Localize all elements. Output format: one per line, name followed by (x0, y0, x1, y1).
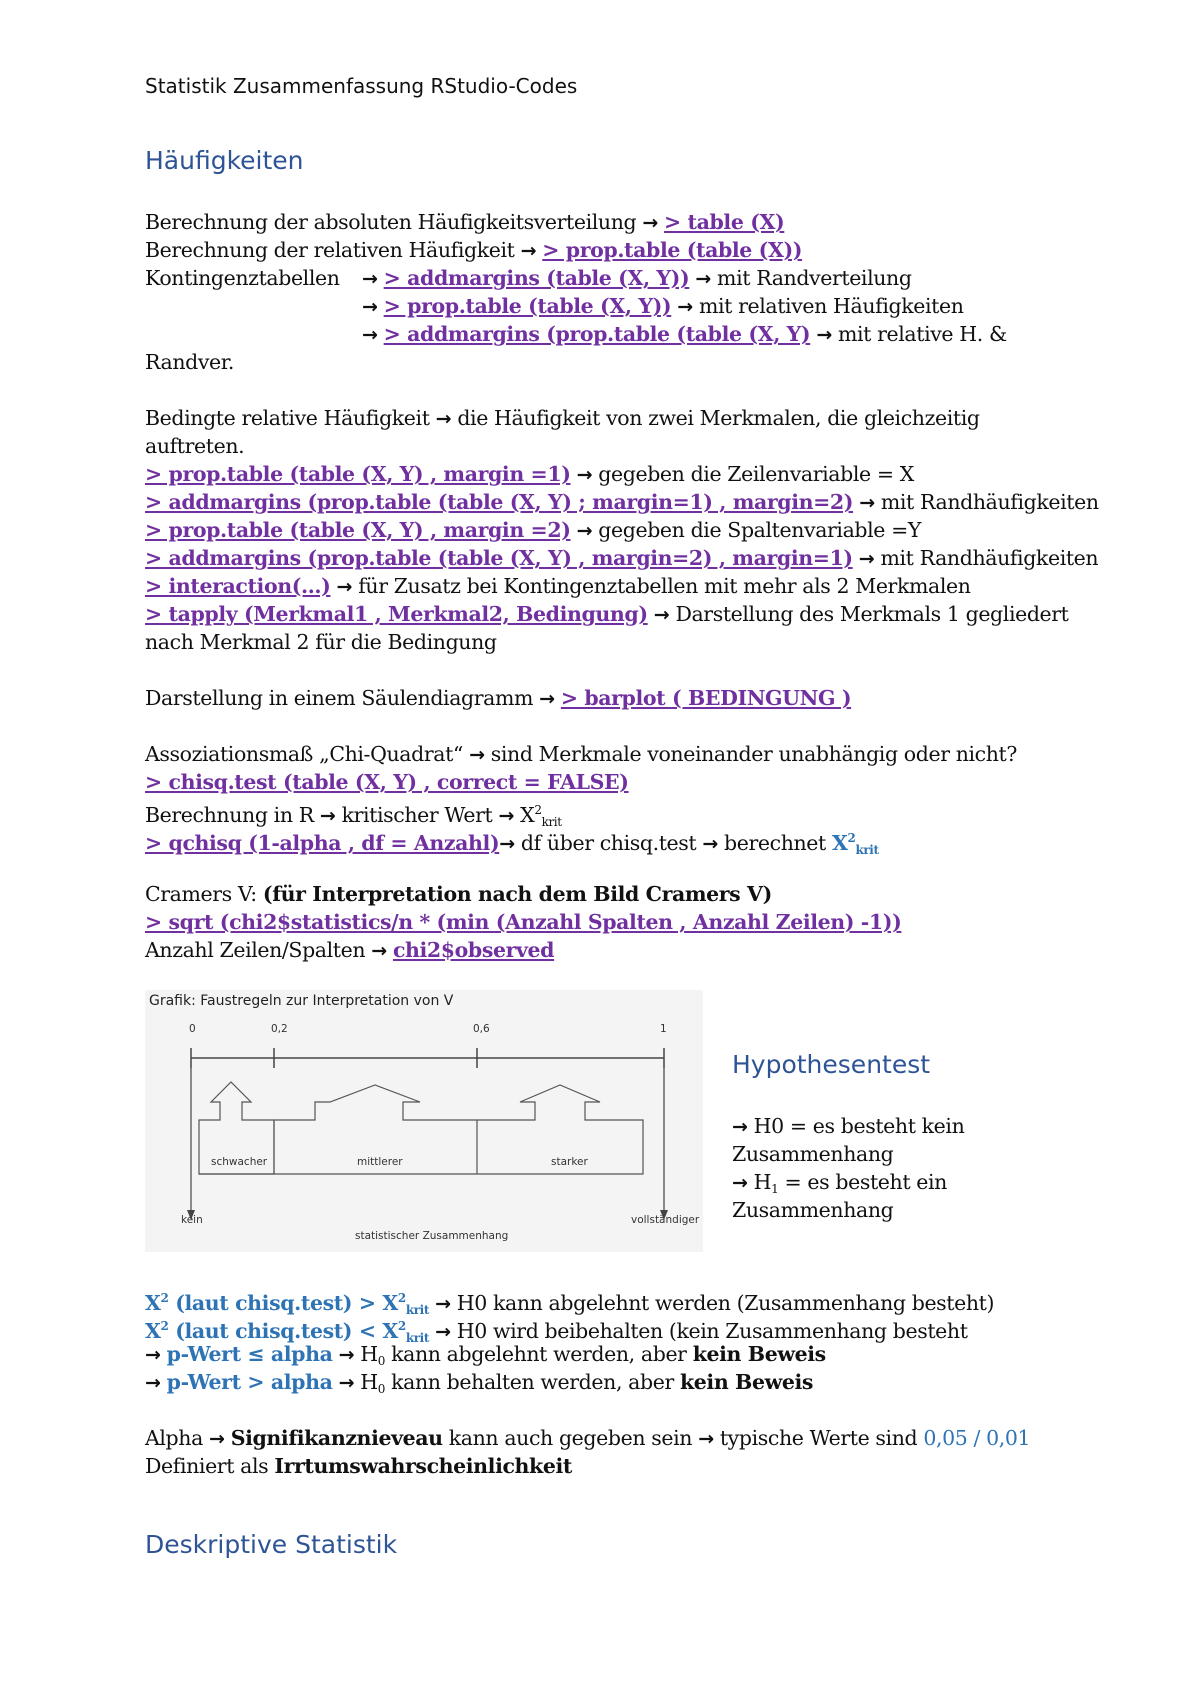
code-prop-table[interactable]: > prop.table (table (X)) (542, 238, 803, 262)
alpha-line-2: Definiert als Irrtumswahrscheinlichkeit (145, 1454, 572, 1478)
hypo-h0-line1: → H0 = es besteht kein (732, 1114, 965, 1138)
line-kontingenz-2: → > prop.table (table (X, Y)) → mit relativen Häufigkeiten (362, 294, 964, 318)
code-addmargins-table[interactable]: > addmargins (table (X, Y)) (383, 266, 690, 290)
line-cramer-3: Anzahl Zeilen/Spalten → chi2$observed (145, 938, 555, 962)
line-chi-3: Berechnung in R → kritischer Wert → $X^2_{krit}$ (145, 803, 562, 829)
label-vollstaendiger: vollständiger (631, 1214, 700, 1226)
code-tapply[interactable]: > tapply (Merkmal1 , Merkmal2, Bedingung) (145, 602, 648, 626)
rule-2: $X^2$ (laut chisq.test) < $X^2_{krit} \to H0$ wird beibehalten (kein Zusammenhang besteht (145, 1319, 968, 1345)
rule-3: → p-Wert ≤ alpha → $H_0$ kann abgelehnt werden, aber kein Beweis (145, 1342, 826, 1368)
line-rel-haeufigkeit: Berechnung der relativen Häufigkeit → > prop.table (table (X)) (145, 238, 803, 262)
line-cond-2: > addmargins (prop.table (table (X, Y) ; margin=1) , margin=2) → mit Randhäufigkeiten (145, 490, 1099, 514)
line-cond-1: > prop.table (table (X, Y) , margin =1) → gegeben die Zeilenvariable = X (145, 462, 914, 486)
line-cond-7: nach Merkmal 2 für die Bedingung (145, 630, 497, 654)
line-cramer-2 (145, 908, 901, 936)
line-abs-haeufigkeit: Berechnung der absoluten Häufigkeitsverteilung → > table (X) (145, 210, 785, 234)
cramers-v-figure (145, 990, 703, 1252)
code-sqrt[interactable]: > sqrt (chi2$statistics/n * (min (Anzahl Spalten , Anzahl Zeilen) -1)) (145, 910, 902, 934)
figure-title: Grafik: Faustregeln zur Interpretation von V (149, 993, 454, 1009)
tick-label-1: 1 (660, 1023, 667, 1035)
code-prop-margin1[interactable]: > prop.table (table (X, Y) , margin =1) (145, 462, 571, 486)
hypo-h0-line2: Zusammenhang (732, 1142, 894, 1166)
line-bedingte: Bedingte relative Häufigkeit → die Häufigkeit von zwei Merkmalen, die gleichzeitig (145, 406, 980, 430)
line-chi-2 (145, 768, 629, 796)
line-kontingenz-label: Kontingenztabellen (145, 266, 340, 290)
document-title: Statistik Zusammenfassung RStudio-Codes (145, 74, 578, 98)
box-mittlerer: mittlerer (357, 1156, 403, 1168)
figure-diagram (145, 990, 703, 1252)
code-qchisq[interactable]: > qchisq (1-alpha , df = Anzahl) (145, 831, 500, 855)
rule-4: → p-Wert > alpha → $H_0$ kann behalten werden, aber kein Beweis (145, 1370, 814, 1396)
line-auftreten: auftreten. (145, 434, 245, 458)
line-chi-1: Assoziationsmaß „Chi-Quadrat“ → sind Merkmale voneinander unabhängig oder nicht? (145, 742, 1017, 766)
line-kontingenz-1: → > addmargins (table (X, Y)) → mit Randverteilung (362, 266, 912, 290)
code-prop-table-xy[interactable]: > prop.table (table (X, Y)) (383, 294, 672, 318)
code-barplot[interactable]: > barplot ( BEDINGUNG ) (560, 686, 852, 710)
line-kontingenz-3: → > addmargins (prop.table (table (X, Y) → mit relative H. & (362, 322, 1007, 346)
box-starker: starker (551, 1156, 588, 1168)
box-schwacher: schwacher (211, 1156, 268, 1168)
line-cond-5: > interaction(…) → für Zusatz bei Kontingenztabellen mit mehr als 2 Merkmalen (145, 574, 971, 598)
hypo-h1-line2: Zusammenhang (732, 1198, 894, 1222)
line-randver: Randver. (145, 350, 235, 374)
code-addmargins-margin1[interactable]: > addmargins (prop.table (table (X, Y) ; margin=1) , margin=2) (145, 490, 854, 514)
heading-deskriptive-statistik: Deskriptive Statistik (145, 1530, 398, 1559)
line-chi-4: > qchisq (1-alpha , df = Anzahl)→ df über chisq.test → berechnet $X^2_{krit}$ (145, 831, 879, 857)
heading-hypothesentest: Hypothesentest (732, 1050, 931, 1079)
tick-label-0: 0 (189, 1023, 196, 1035)
line-cramer-1: Cramers V: (für Interpretation nach dem Bild Cramers V) (145, 882, 772, 906)
code-prop-margin2[interactable]: > prop.table (table (X, Y) , margin =2) (145, 518, 571, 542)
line-cond-6: > tapply (Merkmal1 , Merkmal2, Bedingung) → Darstellung des Merkmals 1 gegliedert (145, 602, 1069, 626)
tick-label-06: 0,6 (473, 1023, 490, 1035)
label-kein: kein (181, 1214, 203, 1226)
line-cond-3: > prop.table (table (X, Y) , margin =2) → gegeben die Spaltenvariable =Y (145, 518, 922, 542)
code-observed[interactable]: chi2$observed (392, 938, 555, 962)
code-interaction[interactable]: > interaction(…) (145, 574, 331, 598)
hypo-h1-line1: → $H_1$ = es besteht ein (732, 1170, 947, 1196)
label-statistischer-zusammenhang: statistischer Zusammenhang (355, 1230, 509, 1242)
rule-1: $X^2$ (laut chisq.test) > $X^2_{krit} \to H0$ kann abgelehnt werden (Zusammenhang besteht) (145, 1291, 995, 1317)
line-barplot: Darstellung in einem Säulendiagramm → > barplot ( BEDINGUNG ) (145, 686, 852, 710)
code-addmargins-margin2[interactable]: > addmargins (prop.table (table (X, Y) , margin=2) , margin=1) (145, 546, 853, 570)
tick-label-02: 0,2 (271, 1023, 288, 1035)
alpha-line-1: Alpha → Signifikanznieveau kann auch gegeben sein → typische Werte sind 0,05 / 0,01 (145, 1426, 1031, 1450)
code-addmargins-prop[interactable]: > addmargins (prop.table (table (X, Y) (383, 322, 811, 346)
code-table-x[interactable]: > table (X) (664, 210, 785, 234)
line-cond-4: > addmargins (prop.table (table (X, Y) , margin=2) , margin=1) → mit Randhäufigkeiten (145, 546, 1099, 570)
code-chisq-test[interactable]: > chisq.test (table (X, Y) , correct = FALSE) (145, 770, 629, 794)
heading-haeufigkeiten: Häufigkeiten (145, 146, 304, 175)
